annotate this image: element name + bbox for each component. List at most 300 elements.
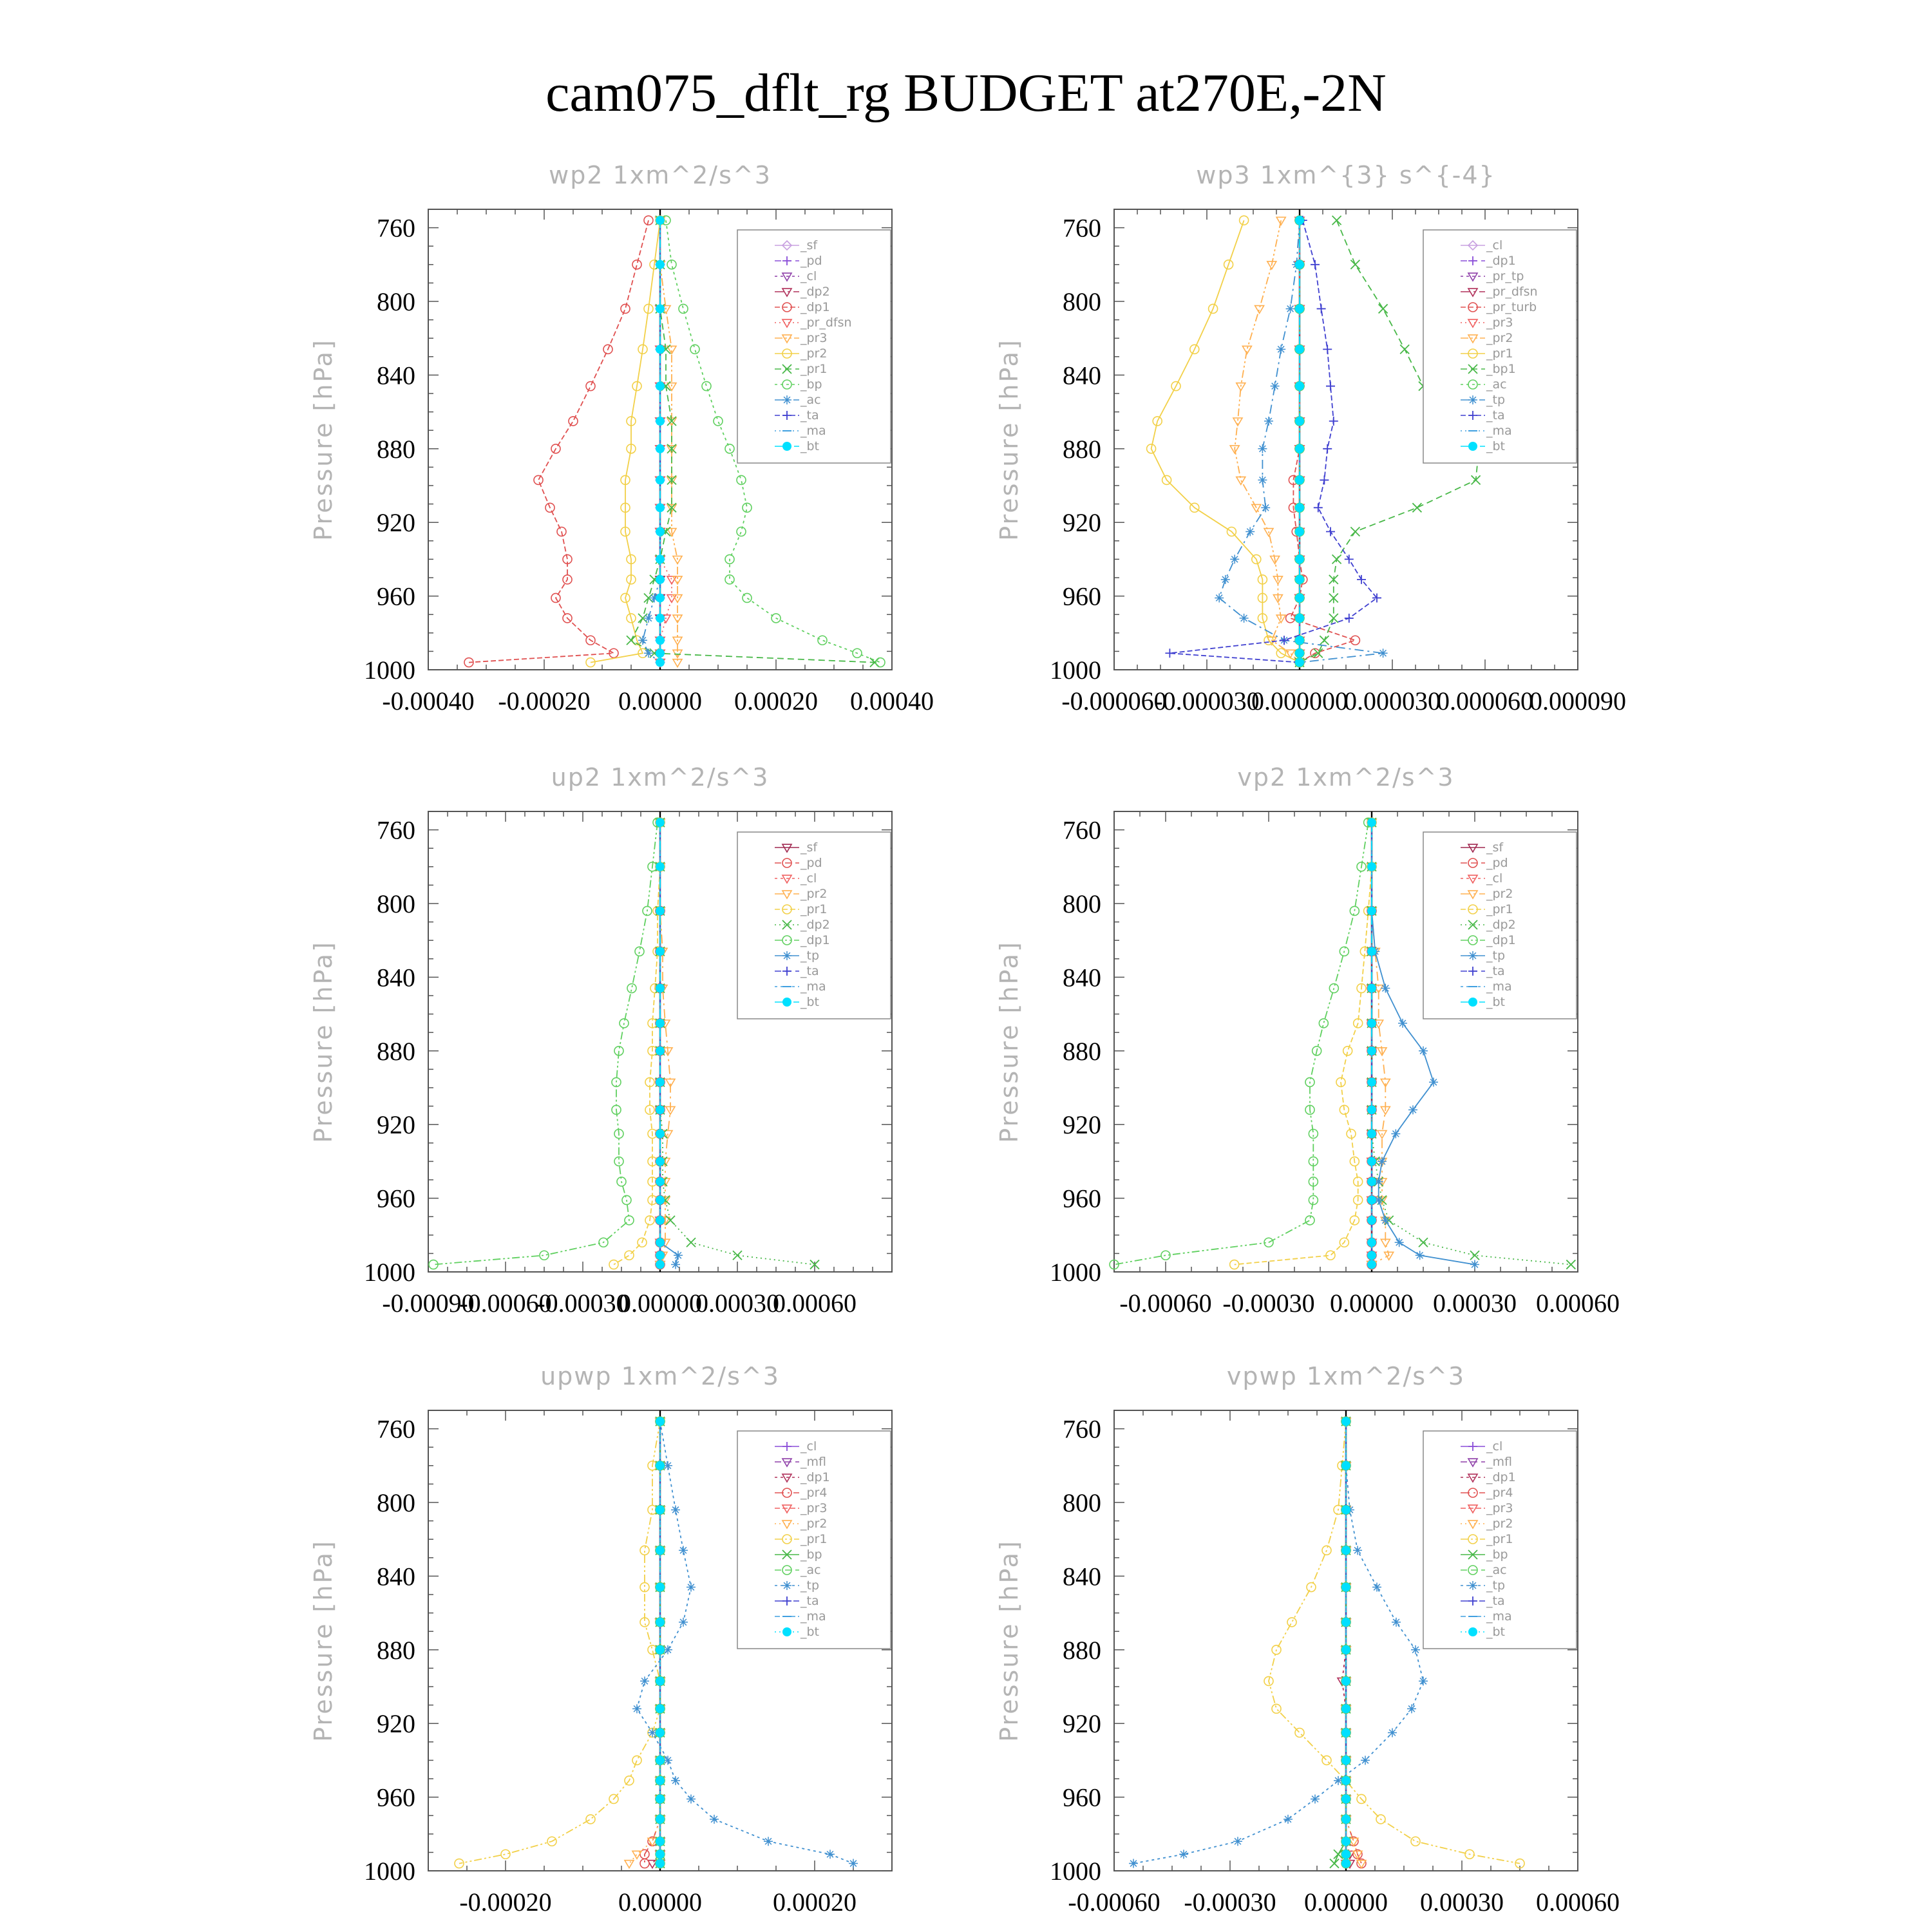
data-point_pr1 (1272, 1704, 1281, 1713)
data-point_tp (1258, 444, 1267, 453)
x-tick-label: 0.00030 (1433, 1289, 1517, 1318)
y-tick-label: 1000 (1050, 1258, 1101, 1287)
data-point_bt (1295, 636, 1304, 645)
chart-panel-2 (995, 161, 1626, 715)
x-tick-label: -0.00020 (498, 687, 591, 715)
data-point_bt (1367, 1251, 1376, 1260)
data-point_bt (1367, 1238, 1376, 1247)
data-point_bt (656, 527, 665, 536)
x-tick-label: 0.00020 (734, 687, 818, 715)
data-point_bt (656, 1794, 665, 1803)
data-point_tp (671, 1776, 680, 1785)
data-point_ta (1165, 649, 1174, 658)
x-tick-label: 0.00000 (618, 1289, 702, 1318)
data-point_ta (1345, 554, 1354, 564)
y-tick-label: 1000 (1050, 656, 1101, 685)
data-point_pr1 (1240, 216, 1249, 225)
data-point_tp (674, 1251, 683, 1260)
y-tick-label: 840 (377, 361, 415, 390)
y-tick-label: 1000 (364, 1857, 415, 1886)
data-point_bt (1341, 1837, 1350, 1846)
data-point_bt (656, 216, 665, 225)
data-point_bp (714, 417, 723, 426)
data-point_tp (1388, 1728, 1397, 1738)
x-tick-label: 0.000060 (1437, 687, 1533, 715)
legend-marker_tp (1468, 951, 1477, 960)
data-point_dp1 (540, 1251, 549, 1260)
data-point_tp (1398, 1019, 1407, 1028)
legend-label: _pr2 (800, 346, 828, 361)
data-point_tp (1353, 1546, 1362, 1555)
data-point_bt (1367, 1019, 1376, 1028)
data-point_ta (1311, 260, 1320, 269)
y-tick-label: 800 (377, 287, 415, 316)
legend-label: _ac (800, 1563, 821, 1577)
x-tick-label: 0.00000 (618, 1888, 702, 1917)
data-point_pr1 (627, 636, 636, 645)
data-point_dp1 (586, 382, 595, 391)
y-tick-label: 840 (377, 963, 415, 992)
y-tick-label: 840 (377, 1562, 415, 1591)
y-tick-label: 960 (377, 582, 415, 611)
data-point_dp2 (733, 1251, 742, 1260)
y-tick-label: 960 (377, 1783, 415, 1812)
data-point_ta (1320, 475, 1329, 484)
data-point_tp (1258, 475, 1267, 484)
chart-panel-5 (309, 1362, 892, 1917)
data-point_tp (1372, 1583, 1381, 1592)
data-point_tp (1276, 345, 1285, 354)
legend-label: _ta (800, 964, 819, 978)
series-line_pr1 (1151, 220, 1300, 662)
legend-label: _cl (1486, 238, 1503, 252)
panel-title: upwp 1xm^2/s^3 (540, 1362, 780, 1390)
x-tick-label: 0.000090 (1530, 687, 1626, 715)
data-point_bt (1295, 649, 1304, 658)
x-tick-label: 0.000000 (1251, 687, 1348, 715)
data-point_bt (1341, 1618, 1350, 1627)
data-point_bt (656, 1216, 665, 1225)
y-tick-label: 920 (377, 1110, 415, 1140)
x-tick-label: 0.00040 (850, 687, 934, 715)
data-point_pr1 (625, 1251, 634, 1260)
data-point_ta (1323, 345, 1332, 354)
data-point_bt (1367, 947, 1376, 956)
data-point_bt (1341, 1676, 1350, 1685)
x-tick-label: 0.00060 (1536, 1289, 1620, 1318)
legend-label: _ac (800, 393, 821, 407)
legend-label: _bt (1486, 1625, 1506, 1639)
data-point_pr1 (586, 1815, 595, 1824)
data-point_bt (1341, 1850, 1350, 1859)
data-point_tp (849, 1859, 858, 1868)
legend-label: _pr4 (800, 1486, 828, 1500)
data-point_tp (1286, 304, 1295, 313)
legend-label: _pr2 (1486, 331, 1513, 345)
legend-label: _ta (1486, 964, 1505, 978)
series-line_tp (1133, 1421, 1423, 1863)
x-tick-label: -0.00090 (382, 1289, 475, 1318)
x-tick-label: -0.00060 (1119, 1289, 1212, 1318)
data-point_bp1 (1400, 345, 1409, 354)
legend-label: _cl (1486, 1439, 1503, 1454)
y-axis-label: Pressure [hPa] (995, 338, 1023, 541)
legend-label: _dp1 (800, 300, 830, 314)
data-point_tp (1378, 1157, 1387, 1166)
y-tick-label: 840 (1063, 963, 1101, 992)
data-point_bt (1367, 1046, 1376, 1056)
legend-label: _ma (800, 980, 826, 994)
x-tick-label: -0.00060 (1068, 1888, 1160, 1917)
y-tick-label: 880 (377, 1036, 415, 1066)
x-tick-label: 0.00060 (773, 1289, 857, 1318)
data-point_ta (1317, 304, 1326, 313)
data-point_bt (656, 1130, 665, 1139)
data-point_pr4 (640, 1859, 649, 1868)
chart-panel-4 (995, 763, 1620, 1318)
data-point_bt (1341, 1546, 1350, 1555)
data-point_bt (1367, 1077, 1376, 1086)
data-point_tp (1240, 614, 1249, 623)
data-point_tp (1419, 1046, 1428, 1056)
y-tick-label: 960 (1063, 582, 1101, 611)
legend-label: _tp (1486, 949, 1506, 963)
legend-marker_tp (1468, 395, 1477, 404)
legend-label: _pr2 (1486, 887, 1513, 901)
data-point_dp1 (569, 417, 578, 426)
data-point_bt (1341, 1704, 1350, 1713)
data-point_bp1 (1320, 636, 1329, 645)
data-point_bt (1367, 1130, 1376, 1139)
data-point_tp (663, 1461, 672, 1470)
data-point_bp1 (1332, 554, 1341, 564)
data-point_bp1 (1350, 527, 1359, 536)
y-tick-label: 760 (1063, 815, 1101, 845)
data-point_bt (656, 649, 665, 658)
x-tick-label: -0.00040 (382, 687, 475, 715)
data-point_tp (1395, 1238, 1404, 1247)
data-point_bt (1295, 527, 1304, 536)
data-point_bp (737, 475, 746, 484)
data-point_bt (656, 593, 665, 602)
data-point_tp (1311, 1794, 1320, 1803)
x-tick-label: 0.00000 (1330, 1289, 1414, 1318)
data-point_bp1 (1329, 614, 1338, 623)
legend-marker_bt (782, 998, 791, 1007)
legend-label: _pr2 (1486, 1517, 1513, 1531)
legend-label: _pr2 (800, 887, 828, 901)
data-point_tp (1271, 382, 1280, 391)
y-axis-label: Pressure [hPa] (309, 338, 337, 541)
data-point_dp1 (632, 260, 641, 269)
data-point_bt (656, 575, 665, 584)
data-point_bt (656, 1676, 665, 1685)
data-point_bt (656, 1238, 665, 1247)
data-point_bt (656, 345, 665, 354)
data-point_bt (656, 947, 665, 956)
data-point_bt (656, 1704, 665, 1713)
y-tick-label: 760 (377, 1414, 415, 1444)
legend-label: _ta (800, 1594, 819, 1608)
data-point_tp (1230, 554, 1239, 564)
y-tick-label: 800 (1063, 889, 1101, 918)
legend-label: _dp1 (1486, 1470, 1516, 1484)
legend-label: _dp2 (1486, 918, 1516, 932)
y-tick-label: 920 (1063, 1709, 1101, 1739)
legend-label: _pr3 (800, 331, 828, 345)
x-tick-label: 0.00030 (1420, 1888, 1504, 1917)
x-tick-label: -0.000060 (1061, 687, 1167, 715)
legend-label: _sf (800, 840, 818, 855)
data-point_bt (656, 260, 665, 269)
y-tick-label: 880 (1063, 1635, 1101, 1665)
data-point_dp1 (1319, 1019, 1328, 1028)
data-point_bp (702, 382, 711, 391)
legend-label: _ta (800, 408, 819, 422)
legend-label: _tp (1486, 1578, 1506, 1593)
data-point_tp (671, 1505, 680, 1514)
chart-panel-6 (995, 1362, 1620, 1917)
y-tick-label: 760 (1063, 1414, 1101, 1444)
data-point_tp (1129, 1859, 1138, 1868)
series-line_pr1 (459, 1421, 660, 1863)
legend-label: _dp2 (800, 918, 830, 932)
legend-label: _tp (800, 1578, 820, 1593)
x-tick-label: 0.000030 (1344, 687, 1441, 715)
data-point_tp (663, 1645, 672, 1654)
data-point_bp1 (1332, 216, 1341, 225)
data-point_pr2 (625, 1861, 634, 1868)
legend-label: _ta (1486, 1594, 1505, 1608)
panel-title: vpwp 1xm^2/s^3 (1226, 1362, 1466, 1390)
data-point_bt (656, 304, 665, 313)
data-point_bt (1295, 503, 1304, 512)
data-point_tp (1379, 649, 1388, 658)
chart-panel-3 (309, 763, 892, 1318)
data-point_bt (656, 475, 665, 484)
data-point_ta (1345, 614, 1354, 623)
y-tick-label: 920 (1063, 508, 1101, 538)
legend-label: _ma (1486, 1609, 1512, 1624)
legend-label: _pr_turb (1486, 300, 1537, 314)
data-point_dp1 (635, 947, 644, 956)
data-point_bt (1341, 1815, 1350, 1824)
data-point_bt (656, 818, 665, 827)
data-point_bt (656, 1417, 665, 1426)
y-tick-label: 880 (377, 1635, 415, 1665)
data-point_bt (1341, 1776, 1350, 1785)
legend-label: _bt (800, 439, 820, 453)
data-point_bt (656, 984, 665, 993)
data-point_tp (1407, 1704, 1416, 1713)
legend-label: _cl (1486, 871, 1503, 886)
data-point_bt (1295, 417, 1304, 426)
legend-marker_bt (1468, 998, 1477, 1007)
data-point_bt (656, 862, 665, 871)
x-tick-label: 0.00000 (618, 687, 702, 715)
data-point_tp (1381, 984, 1390, 993)
legend-label: _pr2 (800, 1517, 828, 1531)
data-point_bt (656, 1046, 665, 1056)
data-point_bt (1341, 1756, 1350, 1765)
data-point_bt (656, 1195, 665, 1204)
data-point_pr1 (1343, 1046, 1352, 1056)
data-point_bp1 (1350, 260, 1359, 269)
data-point_tp (1416, 1251, 1425, 1260)
y-tick-label: 960 (377, 1184, 415, 1213)
data-point_pr1 (1322, 1756, 1331, 1765)
legend-label: _ta (1486, 408, 1505, 422)
data-point_bt (1341, 1728, 1350, 1738)
legend (1423, 230, 1577, 463)
data-point_dp2 (1419, 1238, 1428, 1247)
legend-label: _cl (800, 1439, 817, 1454)
data-point_tp (632, 1704, 641, 1713)
legend-label: _pr1 (800, 362, 828, 376)
legend-label: _sf (1486, 840, 1504, 855)
x-tick-label: -0.00020 (459, 1888, 552, 1917)
y-tick-label: 920 (377, 1709, 415, 1739)
data-point_bt (1341, 1794, 1350, 1803)
data-point_tp (1233, 1837, 1242, 1846)
data-point_bt (1367, 1105, 1376, 1114)
data-point_bt (1295, 554, 1304, 564)
legend-label: _ma (1486, 980, 1512, 994)
data-point_bt (656, 382, 665, 391)
data-point_dp1 (534, 475, 543, 484)
x-tick-label: -0.00060 (459, 1289, 552, 1318)
data-point_bt (1295, 216, 1304, 225)
data-point_tp (826, 1850, 835, 1859)
panel-title: wp3 1xm^{3} s^{-4} (1196, 161, 1496, 189)
series-line_ta (1170, 220, 1377, 662)
data-point_bt (656, 1756, 665, 1765)
y-axis-label: Pressure [hPa] (995, 1539, 1023, 1742)
data-point_tp (1283, 1815, 1293, 1824)
data-point_tp (1429, 1077, 1438, 1086)
data-point_tp (1261, 503, 1270, 512)
data-point_bt (1367, 1157, 1376, 1166)
data-point_bt (1367, 818, 1376, 827)
data-point_pr1 (1411, 1837, 1420, 1846)
legend (1423, 832, 1577, 1019)
data-point_bt (1367, 984, 1376, 993)
legend-label: _pd (1486, 856, 1508, 870)
data-point_bt (1341, 1461, 1350, 1470)
data-point_bp (743, 593, 752, 602)
legend-label: _dp1 (800, 933, 830, 947)
data-point_tp (1361, 1756, 1370, 1765)
series-line_dp1 (433, 822, 658, 1264)
data-point_tp (1411, 1645, 1420, 1654)
data-point_bt (1295, 444, 1304, 453)
data-point_bt (656, 1019, 665, 1028)
series-line_dp1 (1114, 822, 1368, 1264)
y-tick-label: 760 (1063, 213, 1101, 243)
y-tick-label: 960 (1063, 1783, 1101, 1812)
data-point_bt (1295, 614, 1304, 623)
data-point_ta (1329, 417, 1338, 426)
data-point_tp (1245, 527, 1255, 536)
data-point_bt (656, 1618, 665, 1627)
legend (737, 832, 891, 1019)
data-point_dp2 (666, 1216, 675, 1225)
data-point_tp (1392, 1618, 1401, 1627)
data-point_bp (690, 345, 699, 354)
y-tick-label: 1000 (364, 1258, 415, 1287)
data-point_bt (656, 554, 665, 564)
x-tick-label: 0.00020 (773, 1888, 857, 1917)
legend-label: _pr1 (1486, 902, 1513, 916)
data-point_pr1 (1230, 1260, 1239, 1269)
x-tick-label: 0.00000 (1304, 1888, 1388, 1917)
data-point_tp (1470, 1260, 1479, 1269)
data-point_tp (640, 1676, 649, 1685)
legend-label: _bp (1486, 1548, 1508, 1562)
data-point_bt (1367, 1216, 1376, 1225)
data-point_bt (656, 1583, 665, 1592)
legend-label: _bp (800, 1548, 822, 1562)
data-point_bp (1330, 1859, 1339, 1868)
legend-marker_bt (1468, 1627, 1477, 1636)
legend-marker_bt (1468, 442, 1477, 451)
legend-label: _pr1 (800, 902, 828, 916)
legend-label: _tp (1486, 393, 1506, 407)
x-tick-label: -0.000030 (1154, 687, 1260, 715)
legend-label: _pr1 (800, 1532, 828, 1546)
data-point_bt (656, 444, 665, 453)
data-point_pr1 (632, 1756, 641, 1765)
y-tick-label: 920 (1063, 1110, 1101, 1140)
legend-label: _pd (800, 856, 822, 870)
x-tick-label: 0.00060 (1536, 1888, 1620, 1917)
y-tick-label: 1000 (1050, 1857, 1101, 1886)
data-point_bp1 (1412, 503, 1421, 512)
legend-marker_tp (1468, 1581, 1477, 1590)
data-point_bt (656, 1859, 665, 1868)
data-point_bt (1295, 304, 1304, 313)
data-point_dp1 (621, 304, 630, 313)
data-point_tp (764, 1837, 773, 1846)
data-point_tp (687, 1794, 696, 1803)
data-point_bt (1295, 345, 1304, 354)
legend-label: _pr3 (1486, 316, 1513, 330)
data-point_pr2 (1252, 504, 1261, 512)
data-point_bt (656, 1260, 665, 1269)
data-point_tp (671, 1260, 680, 1269)
data-point_dp1 (627, 984, 636, 993)
y-axis-label: Pressure [hPa] (309, 1539, 337, 1742)
legend-label: _bt (1486, 439, 1506, 453)
data-point_tp (1334, 1776, 1343, 1785)
data-point_bt (656, 614, 665, 623)
data-point_tp (679, 1546, 688, 1555)
data-point_bp (876, 658, 885, 667)
legend-label: _dp1 (800, 1470, 830, 1484)
y-tick-label: 840 (1063, 361, 1101, 390)
y-tick-label: 760 (377, 213, 415, 243)
data-point_bt (656, 1645, 665, 1654)
data-point_bt (1295, 658, 1304, 667)
legend-label: _ac (1486, 1563, 1507, 1577)
y-tick-label: 920 (377, 508, 415, 538)
panel-title: wp2 1xm^2/s^3 (549, 161, 772, 189)
data-point_ta (1323, 444, 1332, 453)
legend (737, 230, 891, 463)
y-tick-label: 760 (377, 815, 415, 845)
data-point_bt (656, 1850, 665, 1859)
y-tick-label: 960 (1063, 1184, 1101, 1213)
